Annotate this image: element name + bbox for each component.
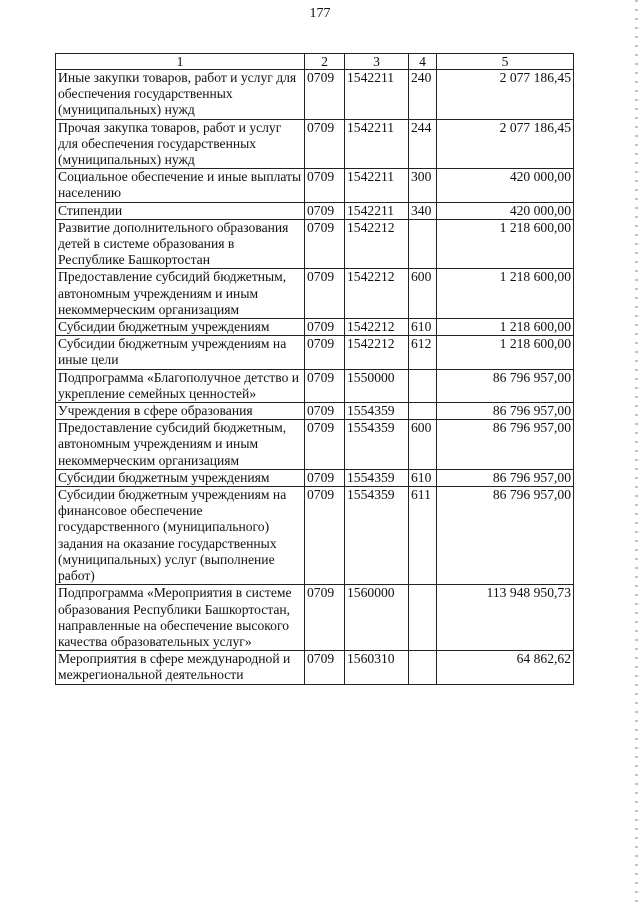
row-name: Мероприятия в сфере международной и межрегиональной деятельности [56,651,305,684]
row-section: 0709 [305,469,345,486]
row-type: 611 [409,487,437,585]
page-number: 177 [309,6,331,21]
row-target: 1542212 [345,219,409,269]
row-section: 0709 [305,219,345,269]
row-type: 610 [409,319,437,336]
header-col-2: 2 [305,54,345,70]
row-name: Прочая закупка товаров, работ и услуг для обеспечения государственных (муниципальных) нужд [56,119,305,169]
row-amount: 1 218 600,00 [437,219,574,269]
row-type: 600 [409,269,437,319]
header-col-4: 4 [409,54,437,70]
row-target: 1542211 [345,169,409,202]
row-name: Подпрограмма «Благополучное детство и укрепление семейных ценностей» [56,369,305,402]
row-section: 0709 [305,336,345,369]
row-target: 1542211 [345,70,409,120]
row-amount: 64 862,62 [437,651,574,684]
row-name: Социальное обеспечение и иные выплаты населению [56,169,305,202]
row-amount: 86 796 957,00 [437,420,574,470]
row-section: 0709 [305,487,345,585]
header-col-5: 5 [437,54,574,70]
row-target: 1542212 [345,336,409,369]
table-row [56,219,574,269]
row-type [409,403,437,420]
row-amount: 1 218 600,00 [437,269,574,319]
row-section: 0709 [305,403,345,420]
row-amount: 1 218 600,00 [437,319,574,336]
row-amount: 1 218 600,00 [437,336,574,369]
row-section: 0709 [305,420,345,470]
table-row [56,369,574,402]
row-type: 300 [409,169,437,202]
row-amount: 86 796 957,00 [437,469,574,486]
row-name: Стипендии [56,202,305,219]
row-name: Предоставление субсидий бюджетным, автономным учреждениям и иным некоммерческим организациям [56,420,305,470]
row-target: 1542211 [345,202,409,219]
row-name: Предоставление субсидий бюджетным, автономным учреждениям и иным некоммерческим организациям [56,269,305,319]
row-name: Подпрограмма «Мероприятия в системе образования Республики Башкортостан, направленные на обеспечение высокого качества образовательных услуг» [56,585,305,651]
row-name: Субсидии бюджетным учреждениям на финансовое обеспечение государственного (муниципального) задания на оказание государственных (муниципальных) услуг (выполнение работ) [56,487,305,585]
row-type: 600 [409,420,437,470]
row-amount: 86 796 957,00 [437,369,574,402]
budget-table [55,53,574,685]
row-target: 1554359 [345,420,409,470]
table-row [56,269,574,319]
row-section: 0709 [305,70,345,120]
row-name: Развитие дополнительного образования детей в системе образования в Республике Башкортостан [56,219,305,269]
table-row [56,70,574,120]
row-section: 0709 [305,202,345,219]
scan-edge-marks [635,0,638,905]
row-name: Субсидии бюджетным учреждениям на иные цели [56,336,305,369]
row-target: 1560000 [345,585,409,651]
row-target: 1554359 [345,487,409,585]
row-amount: 113 948 950,73 [437,585,574,651]
row-type: 612 [409,336,437,369]
row-target: 1542212 [345,319,409,336]
row-section: 0709 [305,169,345,202]
row-section: 0709 [305,319,345,336]
row-target: 1542211 [345,119,409,169]
row-section: 0709 [305,369,345,402]
row-name: Субсидии бюджетным учреждениям [56,319,305,336]
table-row [56,202,574,219]
row-amount: 86 796 957,00 [437,403,574,420]
table-row [56,651,574,684]
row-target: 1550000 [345,369,409,402]
row-name: Учреждения в сфере образования [56,403,305,420]
table-row [56,469,574,486]
row-amount: 420 000,00 [437,202,574,219]
row-type [409,369,437,402]
table-header-row [56,54,574,70]
row-type [409,219,437,269]
row-section: 0709 [305,119,345,169]
row-section: 0709 [305,651,345,684]
table-row [56,319,574,336]
table-row [56,403,574,420]
row-type [409,585,437,651]
row-name: Иные закупки товаров, работ и услуг для обеспечения государственных (муниципальных) нужд [56,70,305,120]
table-row [56,169,574,202]
header-col-1: 1 [56,54,305,70]
row-target: 1560310 [345,651,409,684]
table-row [56,420,574,470]
table-row [56,487,574,585]
row-section: 0709 [305,585,345,651]
row-section: 0709 [305,269,345,319]
table-row [56,585,574,651]
row-target: 1554359 [345,469,409,486]
row-type: 240 [409,70,437,120]
row-type [409,651,437,684]
row-target: 1542212 [345,269,409,319]
row-name: Субсидии бюджетным учреждениям [56,469,305,486]
row-amount: 2 077 186,45 [437,119,574,169]
row-amount: 2 077 186,45 [437,70,574,120]
row-amount: 86 796 957,00 [437,487,574,585]
row-amount: 420 000,00 [437,169,574,202]
header-col-3: 3 [345,54,409,70]
row-type: 244 [409,119,437,169]
table-row [56,336,574,369]
row-type: 340 [409,202,437,219]
row-target: 1554359 [345,403,409,420]
row-type: 610 [409,469,437,486]
table-row [56,119,574,169]
